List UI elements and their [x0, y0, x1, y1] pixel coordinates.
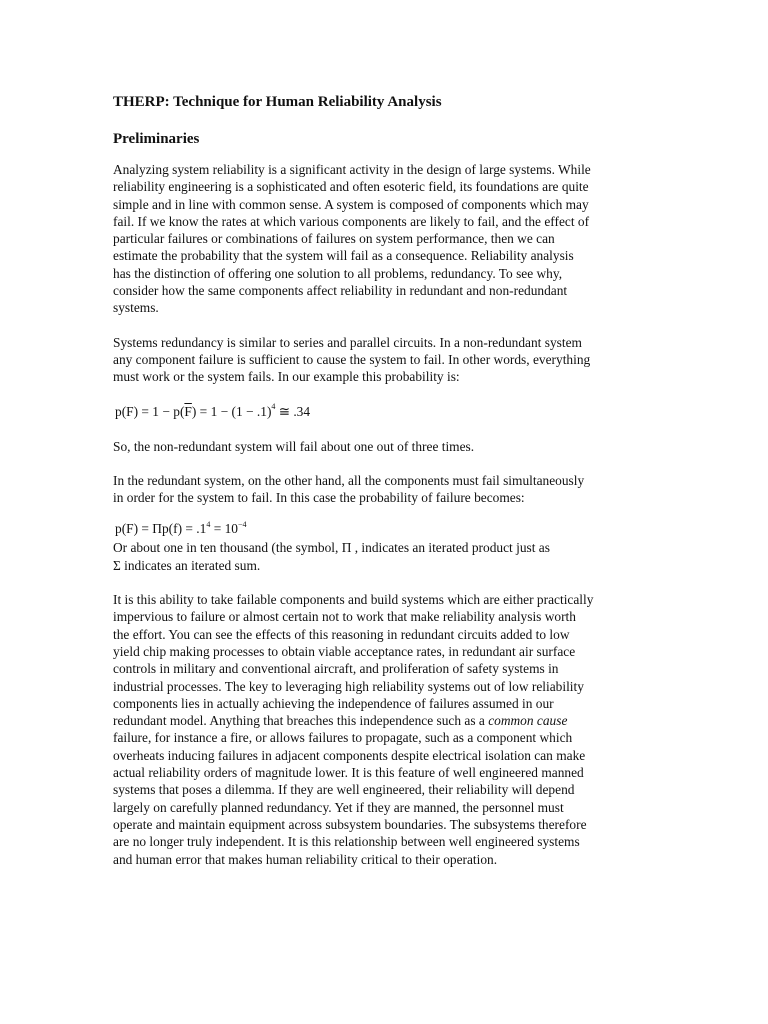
formula-middle: ) = 1 − (1 − .1) — [191, 403, 272, 419]
paragraph-line: industrial processes. The key to leveraging high reliability systems out of low reliability — [113, 678, 584, 694]
section-heading: Preliminaries — [113, 131, 200, 147]
paragraph-line: operate and maintain equipment across subsystem boundaries. The subsystems therefore — [113, 816, 587, 832]
paragraph-line: It is this ability to take failable components and build systems which are either practically — [113, 592, 594, 608]
paragraph-line: largely on carefully planned redundancy. Yet if they are manned, the personnel must — [113, 799, 564, 815]
paragraph-line: systems. — [113, 300, 159, 316]
formula-exponent: −4 — [237, 519, 247, 529]
paragraph-line-with-italic — [113, 712, 653, 729]
paragraph-line: overheats inducing failures in adjacent components despite electrical isolation can make — [113, 747, 586, 763]
paragraph-conclusion — [113, 591, 653, 868]
formula-overline-term: $\overline{F}$ — [184, 403, 192, 419]
italic-line-prefix: redundant model. Anything that breaches this independence such as a — [113, 713, 489, 729]
formula-rhs: ≅ .34 — [275, 403, 311, 419]
formula-exponent: 4 — [206, 519, 211, 529]
paragraph-line: estimate the probability that the system will fail as a consequence. Reliability analysis — [113, 248, 574, 264]
paragraph-line: controls in military and conventional aircraft, and proliferation of safety systems in — [113, 661, 559, 677]
paragraph-intro — [113, 161, 653, 317]
paragraph-line: Σ indicates an iterated sum. — [113, 557, 261, 573]
paragraph-line: any component failure is sufficient to cause the system to fail. In other words, everything — [113, 351, 591, 367]
formula-non-redundant — [113, 403, 653, 420]
paragraph-line: yield chip making processes to obtain viable acceptance rates, in redundant air surface — [113, 643, 576, 659]
paragraph-line: In the redundant system, on the other hand, all the components must fail simultaneously — [113, 472, 585, 488]
paragraph-redundancy — [113, 334, 653, 386]
paragraph-line: fail. If we know the rates at which various components are likely to fail, and the effect of — [113, 213, 590, 229]
document-page — [113, 93, 653, 885]
paragraph-line: failure, for instance a fire, or allows failures to propagate, such as a component which — [113, 730, 573, 746]
paragraph-non-redundant-result — [113, 438, 653, 455]
formula-exponent: 4 — [271, 402, 276, 412]
paragraph-line: So, the non-redundant system will fail about one out of three times. — [113, 438, 475, 454]
formula-lhs: p(F) = Πp(f) = .1 — [115, 521, 207, 537]
paragraph-line: the effort. You can see the effects of this reasoning in redundant circuits added to low — [113, 626, 570, 642]
paragraph-line: actual reliability orders of magnitude lower. It is this feature of well engineered manned — [113, 765, 584, 781]
paragraph-line: are no longer truly independent. It is this relationship between well engineered systems — [113, 834, 580, 850]
formula-lhs: p(F) = 1 − p( — [115, 403, 185, 419]
paragraph-line: components lies in actually achieving the independence of failures assumed in our — [113, 695, 554, 711]
paragraph-line: Systems redundancy is similar to series and parallel circuits. In a non-redundant system — [113, 334, 582, 350]
paragraph-symbol-note — [113, 539, 653, 574]
paragraph-line: and human error that makes human reliability critical to their operation. — [113, 851, 498, 867]
formula-middle: = 10 — [210, 521, 238, 537]
paragraph-line: reliability engineering is a sophisticated and often esoteric field, its foundations are quite — [113, 179, 589, 195]
formula-redundant — [113, 520, 653, 537]
paragraph-line: Analyzing system reliability is a significant activity in the design of large systems. While — [113, 162, 591, 177]
paragraph-redundant-system — [113, 472, 653, 507]
paragraph-line: has the distinction of offering one solution to all problems, redundancy. To see why, — [113, 265, 563, 281]
paragraph-line: systems that poses a dilemma. If they are well engineered, their reliability will depend — [113, 782, 575, 798]
paragraph-line: in order for the system to fail. In this case the probability of failure becomes: — [113, 490, 525, 506]
paragraph-line: must work or the system fails. In our example this probability is: — [113, 369, 460, 385]
paragraph-line: impervious to failure or almost certain not to work that make reliability analysis worth — [113, 609, 576, 625]
paragraph-line: simple and in line with common sense. A system is composed of components which may — [113, 196, 589, 212]
document-title: THERP: Technique for Human Reliability Analysis — [113, 94, 442, 110]
paragraph-line: consider how the same components affect reliability in redundant and non-redundant — [113, 283, 568, 299]
italic-term: common cause — [488, 713, 568, 729]
paragraph-line: particular failures or combinations of failures on system performance, then we can — [113, 231, 555, 247]
paragraph-line: Or about one in ten thousand (the symbol, Π , indicates an iterated product just as — [113, 540, 550, 556]
